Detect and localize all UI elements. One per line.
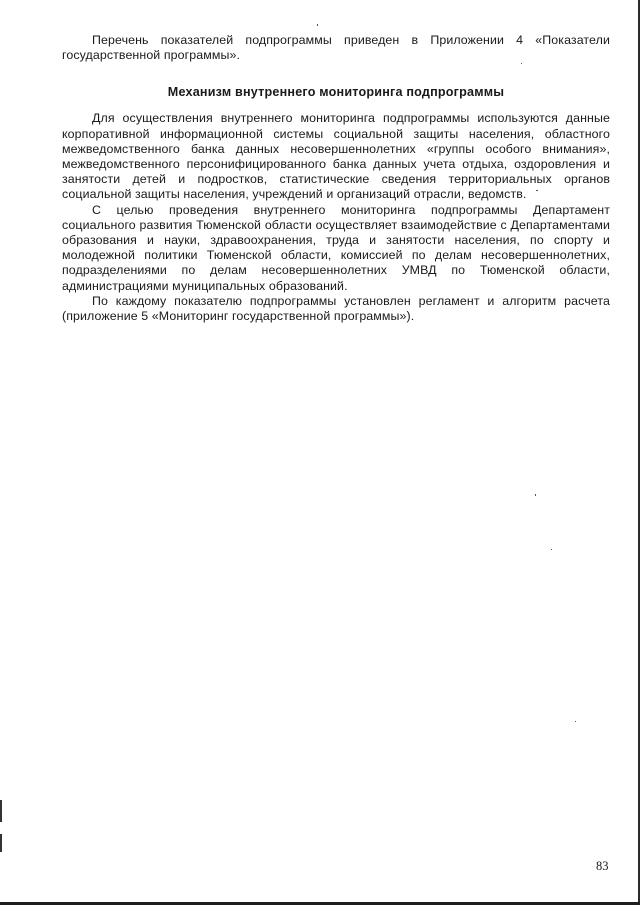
page-body <box>62 33 610 324</box>
scan-speck <box>551 549 552 550</box>
intro-paragraph: Перечень показателей подпрограммы приведен в Приложении 4 «Показатели государственной программы». <box>62 33 610 63</box>
section-heading: Механизм внутреннего мониторинга подпрограммы <box>167 85 505 100</box>
body-paragraph: Для осуществления внутреннего мониторинга подпрограммы используются данные корпоративной информационной системы социальной защиты населения, областного межведомственного банка данных несовершеннолетних «группы особого внимания», межведомственного персонифицированного банка данных учета отдыха, оздоровления и занятости детей и подростков, статистические сведения территориальных органов социальной защиты населения, учреждений и организаций отрасли, ведомств. <box>62 111 610 202</box>
scan-edge-mark <box>0 834 2 852</box>
page-number: 83 <box>596 859 609 873</box>
scan-edge-mark <box>0 800 2 822</box>
scan-speck <box>536 190 538 191</box>
body-paragraph: С целью проведения внутреннего мониторинга подпрограммы Департамент социального развития Тюменской области осуществляет взаимодействие с Департаментами образования и науки, здравоохранения, труда и занятости населения, по спорту и молодежной политики Тюменской области, комиссией по делам несовершеннолетних, подразделениями по делам несовершеннолетних УМВД по Тюменской области, администрациями муниципальных образований. <box>62 202 610 293</box>
scan-speck <box>317 24 318 26</box>
scan-speck <box>535 494 536 496</box>
body-paragraph: По каждому показателю подпрограммы установлен регламент и алгоритм расчета (приложение 5 «Мониторинг государственной программы»). <box>62 293 610 324</box>
scan-speck <box>521 63 522 64</box>
scan-speck <box>575 721 576 722</box>
